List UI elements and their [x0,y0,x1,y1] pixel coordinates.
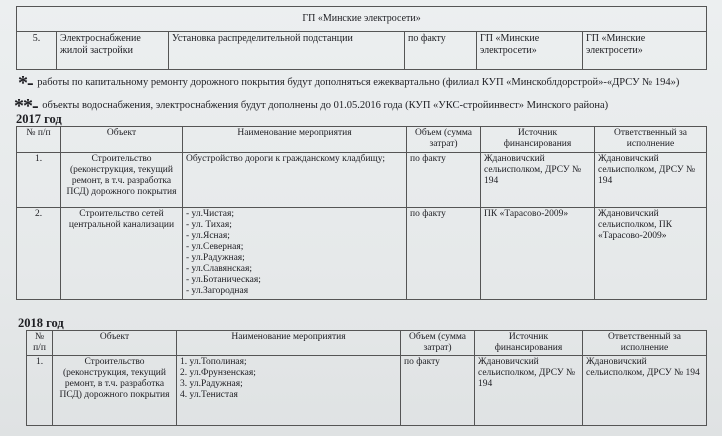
header-cost: Объем (сумма затрат) [401,331,475,356]
header-responsible: Ответственный за исполнение [595,127,707,153]
note-mark: *- [18,72,33,94]
measure-item: - ул.Славянская; [186,264,253,274]
measure-cell [183,208,407,300]
note-text: работы по капитальному ремонту дорожного покрытия будут дополняться ежеквартально (филиал КУП «Минскоблдорстрой»-«ДРСУ № 194») [37,77,680,88]
measure-item: - ул.Северная; [186,242,244,252]
source-cell: Ждановичский сельисполком, ДРСУ № 194 [481,153,595,208]
header-source: Источник финансирования [481,127,595,153]
measure-item: - ул.Загородная [186,286,249,296]
table-2017 [16,126,707,300]
electric-networks-table [16,6,707,70]
note-mark: **- [14,95,38,117]
measure-item: - ул.Ботаническая; [186,275,261,285]
measure-cell [183,153,407,208]
measure-item: 3. ул.Радужная; [180,379,243,389]
cost-cell: по факту [405,32,477,70]
measure-item: - ул.Ясная; [186,231,230,241]
header-responsible: Ответственный за исполнение [583,331,707,356]
source-cell: ГП «Минские электросети» [477,32,583,70]
table-row [17,208,707,300]
note-road-repair [18,72,679,95]
header-num: № п/п [17,127,61,153]
responsible-cell: Ждановичский сельисполком, ДРСУ № 194 [595,153,707,208]
measure-cell [177,356,401,426]
object-cell: Строительство сетей центральной канализации [61,208,183,300]
measure-item: - ул. Тихая; [186,220,232,230]
measure-item: 4. ул.Тенистая [180,390,238,400]
source-cell: ПК «Тарасово-2009» [481,208,595,300]
measure-item: - ул.Радужная; [186,253,245,263]
header-object: Объект [61,127,183,153]
header-object: Объект [53,331,177,356]
responsible-cell: Ждановичский сельисполком, ПК «Тарасово-2009» [595,208,707,300]
table-row [17,153,707,208]
measure-cell: Установка распределительной подстанции [169,32,405,70]
header-cost: Объем (сумма затрат) [407,127,481,153]
header-measure: Наименование мероприятия [183,127,407,153]
measure-item: Обустройство дороги к гражданскому кладбищу; [186,154,386,164]
responsible-cell: ГП «Минские электросети» [583,32,707,70]
group-title: ГП «Минские электросети» [17,7,707,32]
responsible-cell: Ждановичский сельисполком, ДРСУ № 194 [583,356,707,426]
cost-cell: по факту [407,208,481,300]
source-cell: Ждановичский сельисполком, ДРСУ № 194 [475,356,583,426]
heading-2018: 2018 год [18,316,64,330]
object-cell: Строительство (реконструкция, текущий ремонт, в т.ч. разработка ПСД) дорожного покрытия [61,153,183,208]
measure-item: 1. ул.Тополиная; [180,357,247,367]
heading-2017: 2017 год [16,112,62,126]
measure-item: 2. ул.Фрунзенская; [180,368,256,378]
row-number: 1. [27,356,53,426]
note-text: объекты водоснабжения, электроснабжения будут дополнены до 01.05.2016 года (КУП «УКС-стройинвест» Минского района) [42,100,609,111]
table-row [27,356,707,426]
header-measure: Наименование мероприятия [177,331,401,356]
object-cell: Электроснабжение жилой застройки [57,32,169,70]
header-source: Источник финансирования [475,331,583,356]
object-cell: Строительство (реконструкция, текущий ремонт, в т.ч. разработка ПСД) дорожного покрытия [53,356,177,426]
measure-item: - ул.Чистая; [186,209,234,219]
table-2018 [26,330,707,426]
row-number: 2. [17,208,61,300]
header-num: № п/п [27,331,53,356]
cost-cell: по факту [407,153,481,208]
note-water-electric [14,95,608,118]
cost-cell: по факту [401,356,475,426]
row-number: 1. [17,153,61,208]
row-number: 5. [17,32,57,70]
